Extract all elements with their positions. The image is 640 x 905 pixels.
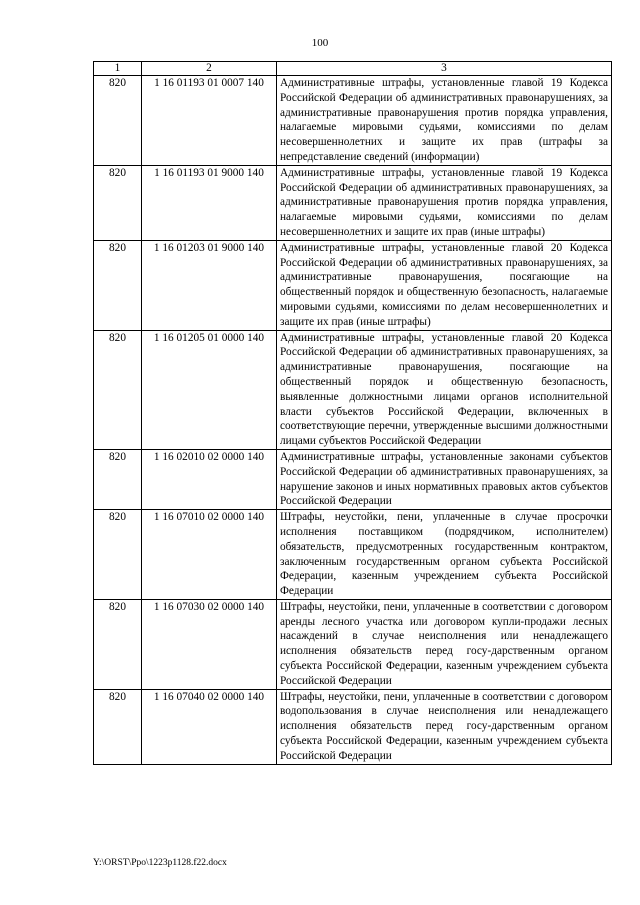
table-header-row bbox=[94, 62, 612, 76]
kbk-code-cell: 1 16 07030 02 0000 140 bbox=[142, 599, 277, 689]
page-number: 100 bbox=[311, 37, 329, 49]
description-cell: Штрафы, неустойки, пени, уплаченные в случае просрочки исполнения поставщиком (подрядчиком, исполнителем) обязательств, предусмотренных государственным контрактом, заключенным государственным органом субъекта Российской Федерации, казенным учреждением субъекта Российской Федерации bbox=[277, 510, 612, 600]
description-cell: Административные штрафы, установленные законами субъектов Российской Федерации об административных правонарушениях, за нарушение законов и иных нормативных правовых актов субъектов Российской Федерации bbox=[277, 449, 612, 509]
admin-code-cell: 820 bbox=[94, 689, 142, 764]
admin-code-cell: 820 bbox=[94, 599, 142, 689]
kbk-code-cell: 1 16 01203 01 9000 140 bbox=[142, 240, 277, 330]
table-row bbox=[94, 449, 612, 509]
revenue-codes-table bbox=[93, 61, 612, 765]
table-row bbox=[94, 240, 612, 330]
kbk-code-cell: 1 16 01193 01 0007 140 bbox=[142, 76, 277, 166]
description-cell: Штрафы, неустойки, пени, уплаченные в соответствии с договором водопользования в случае неисполнения или ненадлежащего исполнения обязательств перед госу-дарственным органом субъекта Российской Федерации, казенным учреждением субъекта Российской Федерации bbox=[277, 689, 612, 764]
kbk-code-cell: 1 16 01205 01 0000 140 bbox=[142, 330, 277, 449]
column-header-3: 3 bbox=[277, 62, 612, 76]
description-cell: Административные штрафы, установленные главой 20 Кодекса Российской Федерации об административных правонарушениях, за административные правонарушения, посягающие на общественный порядок и общественную безопасность, выявленные должностными лицами органов исполнительной власти субъектов Российской Федерации, включенных в соответствующие перечни, утвержденные высшими должностными лицами субъектов Российской Федерации bbox=[277, 330, 612, 449]
kbk-code-cell: 1 16 07010 02 0000 140 bbox=[142, 510, 277, 600]
footer-file-path: Y:\ORST\Ppo\1223p1128.f22.docx bbox=[93, 858, 227, 868]
description-cell: Штрафы, неустойки, пени, уплаченные в соответствии с договором аренды лесного участка или договором купли-продажи лесных насаждений в случае неисполнения или ненадлежащего исполнения обязательств перед госу-дарственным органом субъекта Российской Федерации, казенным учреждением субъекта Российской Федерации bbox=[277, 599, 612, 689]
column-header-2: 2 bbox=[142, 62, 277, 76]
table-row bbox=[94, 510, 612, 600]
admin-code-cell: 820 bbox=[94, 240, 142, 330]
table-row bbox=[94, 165, 612, 240]
admin-code-cell: 820 bbox=[94, 449, 142, 509]
admin-code-cell: 820 bbox=[94, 330, 142, 449]
description-cell: Административные штрафы, установленные главой 20 Кодекса Российской Федерации об административных правонарушениях, за административные правонарушения, посягающие на общественный порядок и общественную безопасность, налагаемые мировыми судьями, комиссиями по делам несовершеннолетних и защите их прав (иные штрафы) bbox=[277, 240, 612, 330]
table-row bbox=[94, 599, 612, 689]
table-row bbox=[94, 76, 612, 166]
table-row bbox=[94, 689, 612, 764]
description-cell: Административные штрафы, установленные главой 19 Кодекса Российской Федерации об административных правонарушениях, за административные правонарушения против порядка управления, налагаемые мировыми судьями, комиссиями по делам несовершеннолетних и защите их прав (штрафы за непредставление сведений (информации) bbox=[277, 76, 612, 166]
admin-code-cell: 820 bbox=[94, 76, 142, 166]
table-row bbox=[94, 330, 612, 449]
kbk-code-cell: 1 16 01193 01 9000 140 bbox=[142, 165, 277, 240]
kbk-code-cell: 1 16 02010 02 0000 140 bbox=[142, 449, 277, 509]
admin-code-cell: 820 bbox=[94, 165, 142, 240]
kbk-code-cell: 1 16 07040 02 0000 140 bbox=[142, 689, 277, 764]
description-cell: Административные штрафы, установленные главой 19 Кодекса Российской Федерации об административных правонарушениях, за административные правонарушения против порядка управления, налагаемые мировыми судьями, комиссиями по делам несовершеннолетних и защите их прав (иные штрафы) bbox=[277, 165, 612, 240]
admin-code-cell: 820 bbox=[94, 510, 142, 600]
column-header-1: 1 bbox=[94, 62, 142, 76]
